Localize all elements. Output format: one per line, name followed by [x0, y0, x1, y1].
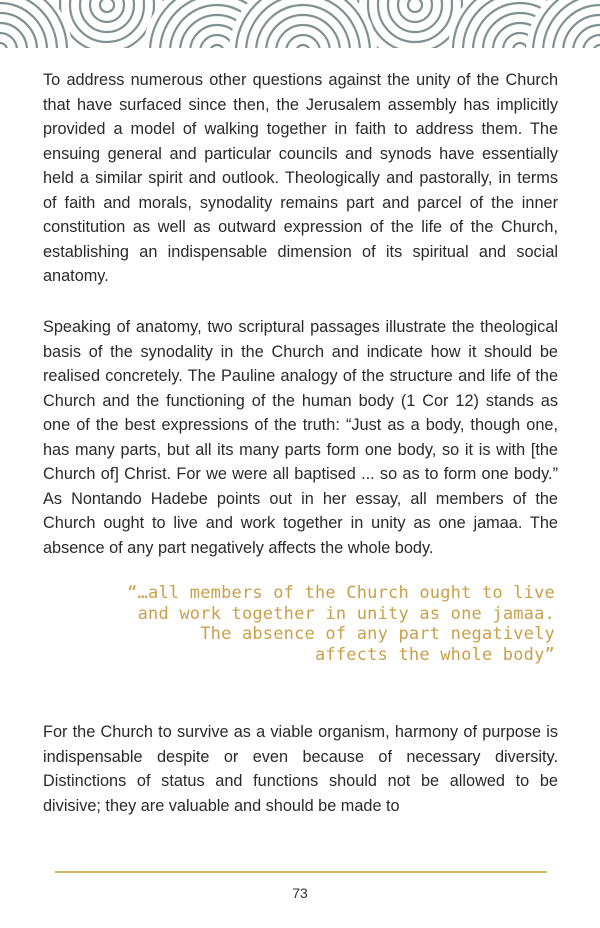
- decorative-header-pattern: [0, 0, 600, 48]
- pull-quote-line: affects the whole body”: [314, 644, 555, 665]
- body-paragraph: For the Church to survive as a viable organism, harmony of purpose is indispensable despite or even because of necessary diversity. Distinctions of status and functions should not be allowed to be divisive; they are valuable and should be made to: [43, 723, 558, 815]
- arc-group: [229, 0, 377, 48]
- pull-quote-line: “…all members of the Church ought to live: [127, 583, 555, 603]
- footer-divider: [55, 871, 547, 873]
- pull-quote-line: and work together in unity as one jamaa.: [137, 603, 555, 624]
- body-paragraph: Speaking of anatomy, two scriptural passages illustrate the theological basis of the synodality in the Church and indicate how it should be realised concretely. The Pauline analogy of the structure and life of the Church and the functioning of the human body (1 Cor 12) stands as one of the best expressions of the truth: “Just as a body, though one, has many parts, but all its many parts form one body, so it is with [the Church of] Christ. For we were all baptised ... so as to form one body.” As Nontando Hadebe points out in her essay, all members of the Church ought to live and work together in unity as one jamaa. The absence of any part negatively affects the whole body.: [43, 318, 558, 557]
- page-number: 73: [292, 885, 308, 901]
- body-paragraph: To address numerous other questions against the unity of the Church that have surfaced since then, the Jerusalem assembly has implicitly provided a model of walking together in faith to address them. The ensuing general and particular councils and synods have essentially held a similar spirit and outlook. Theologically and pastorally, in terms of faith and morals, synodality remains part and parcel of the inner constitution as well as outward expression of the life of the Church, establishing an indispensable dimension of its spiritual and social anatomy.: [43, 71, 558, 285]
- pull-quote: [100, 583, 555, 665]
- pull-quote-line: The absence of any part negatively: [200, 624, 555, 644]
